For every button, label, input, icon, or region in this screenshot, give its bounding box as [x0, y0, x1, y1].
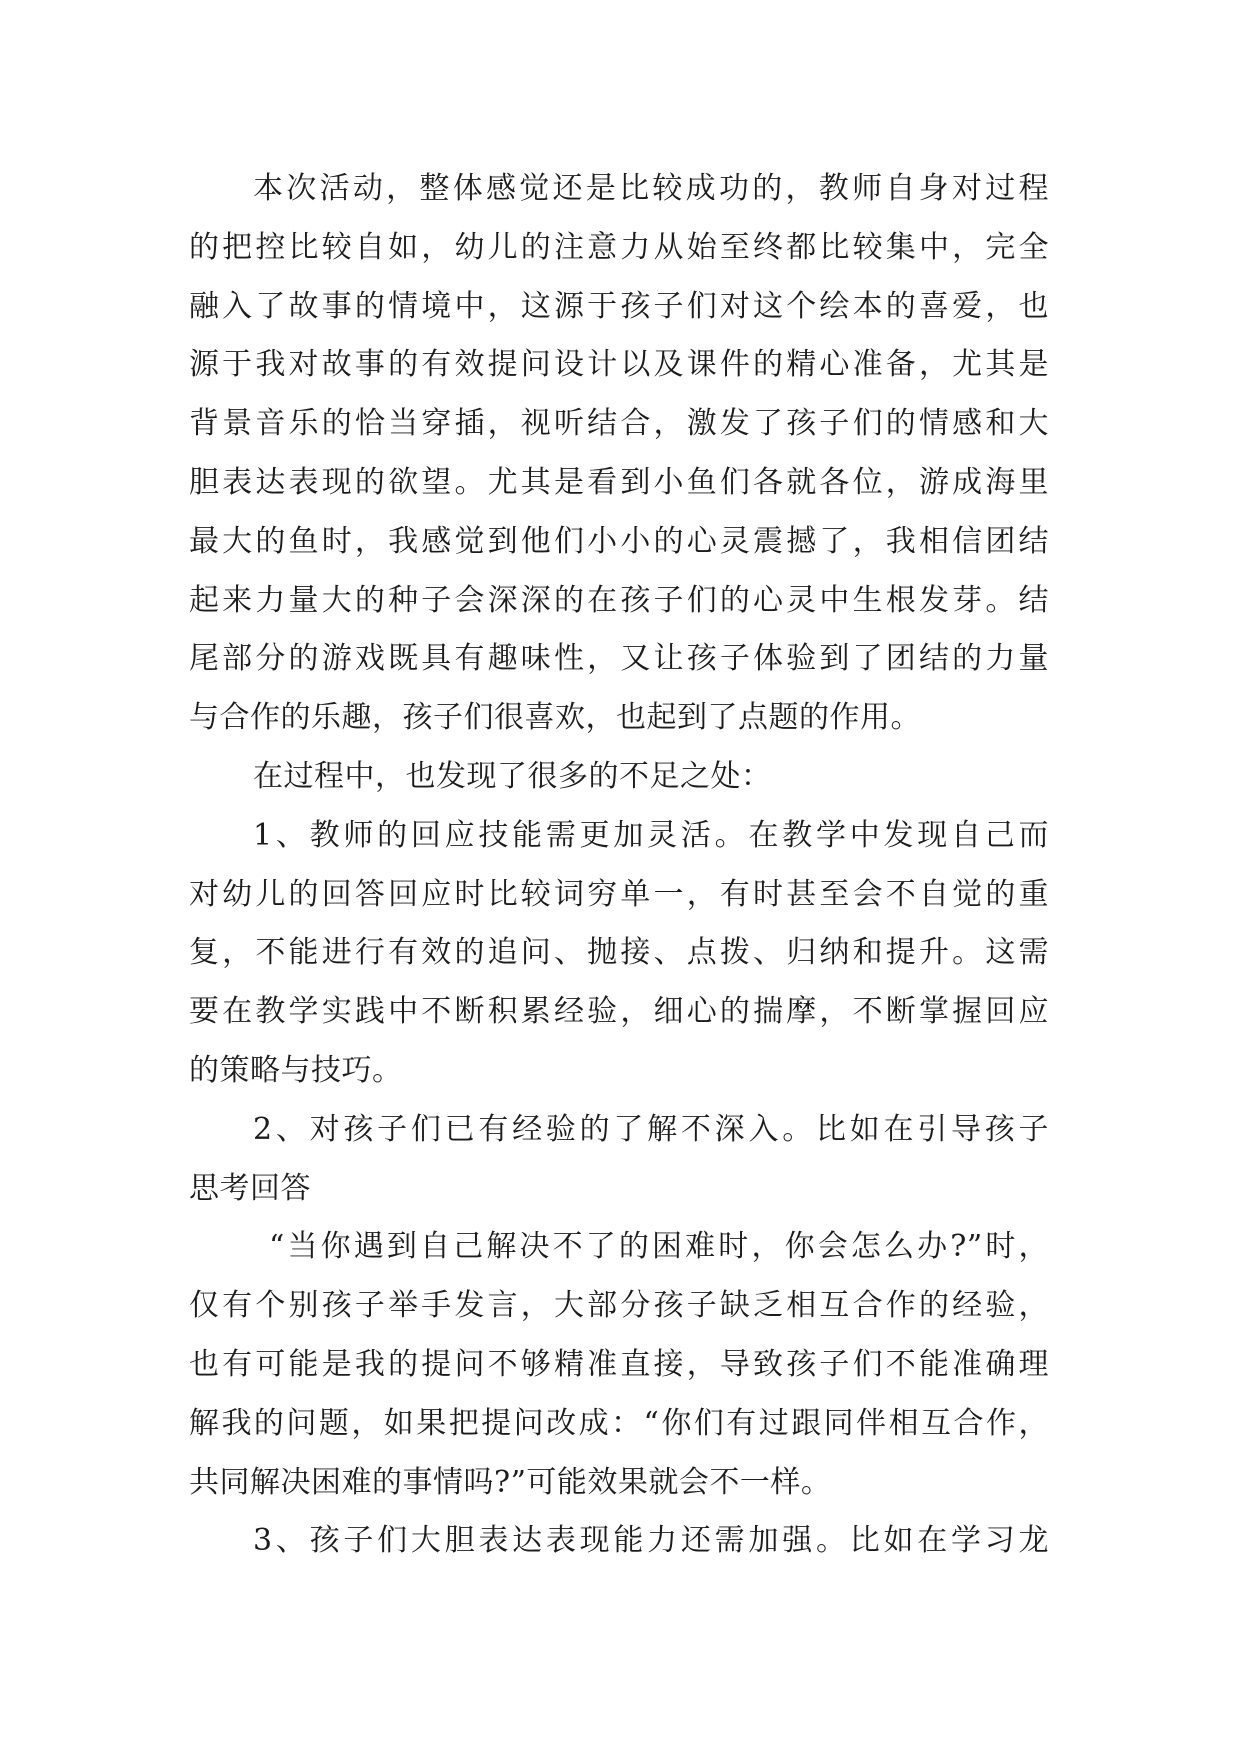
point-2-quote-line-4: 解我的问题，如果把提问改成：“你们有过跟同伴相互合作，: [189, 1405, 1049, 1441]
point-1-line-3: 复，不能进行有效的追问、抛接、点拨、归纳和提升。这需: [189, 935, 1049, 971]
paragraph-1-line-1: 本次活动，整体感觉还是比较成功的，教师自身对过程: [253, 171, 1049, 206]
point-2-quote-line-3: 也有可能是我的提问不够精准直接，导致孩子们不能准确理: [189, 1346, 1049, 1382]
point-1-line-4: 要在教学实践中不断积累经验，细心的揣摩，不断掌握回应: [189, 994, 1049, 1030]
paragraph-1-line-4: 源于我对故事的有效提问设计以及课件的精心准备，尤其是: [189, 347, 1049, 383]
point-2-quote-line-2: 仅有个别孩子举手发言，大部分孩子缺乏相互合作的经验，: [189, 1288, 1049, 1324]
point-2-quote-line-1: “当你遇到自己解决不了的困难时，你会怎么办?”时，: [269, 1229, 1049, 1265]
point-2-quote-line-5: 共同解决困难的事情吗?”可能效果就会不一样。: [189, 1464, 832, 1500]
paragraph-1-line-5: 背景音乐的恰当穿插，视听结合，激发了孩子们的情感和大: [189, 406, 1049, 442]
point-1-line-2: 对幼儿的回答回应时比较词穷单一，有时甚至会不自觉的重: [189, 876, 1049, 912]
paragraph-1-line-7: 最大的鱼时，我感觉到他们小小的心灵震撼了，我相信团结: [189, 523, 1049, 559]
document-body: [189, 160, 1049, 1571]
point-3-line-1: 3、孩子们大胆表达表现能力还需加强。比如在学习龙: [253, 1523, 1049, 1559]
point-1-line-1: 1、教师的回应技能需更加灵活。在教学中发现自己而: [253, 817, 1049, 853]
paragraph-2-line-1: 在过程中，也发现了很多的不足之处：: [253, 758, 772, 794]
paragraph-1-line-9: 尾部分的游戏既具有趣味性，又让孩子体验到了团结的力量: [189, 641, 1049, 677]
paragraph-1-line-6: 胆表达表现的欲望。尤其是看到小鱼们各就各位，游成海里: [189, 464, 1049, 500]
point-2-line-2: 思考回答: [189, 1170, 311, 1206]
paragraph-1-line-3: 融入了故事的情境中，这源于孩子们对这个绘本的喜爱，也: [189, 288, 1049, 324]
paragraph-1-line-2: 的把控比较自如，幼儿的注意力从始至终都比较集中，完全: [189, 229, 1049, 265]
point-1-line-5: 的策略与技巧。: [189, 1052, 403, 1088]
paragraph-1-line-10: 与合作的乐趣，孩子们很喜欢，也起到了点题的作用。: [189, 700, 921, 736]
point-2-line-1: 2、对孩子们已有经验的了解不深入。比如在引导孩子: [253, 1111, 1049, 1147]
paragraph-1-line-8: 起来力量大的种子会深深的在孩子们的心灵中生根发芽。结: [189, 582, 1049, 618]
